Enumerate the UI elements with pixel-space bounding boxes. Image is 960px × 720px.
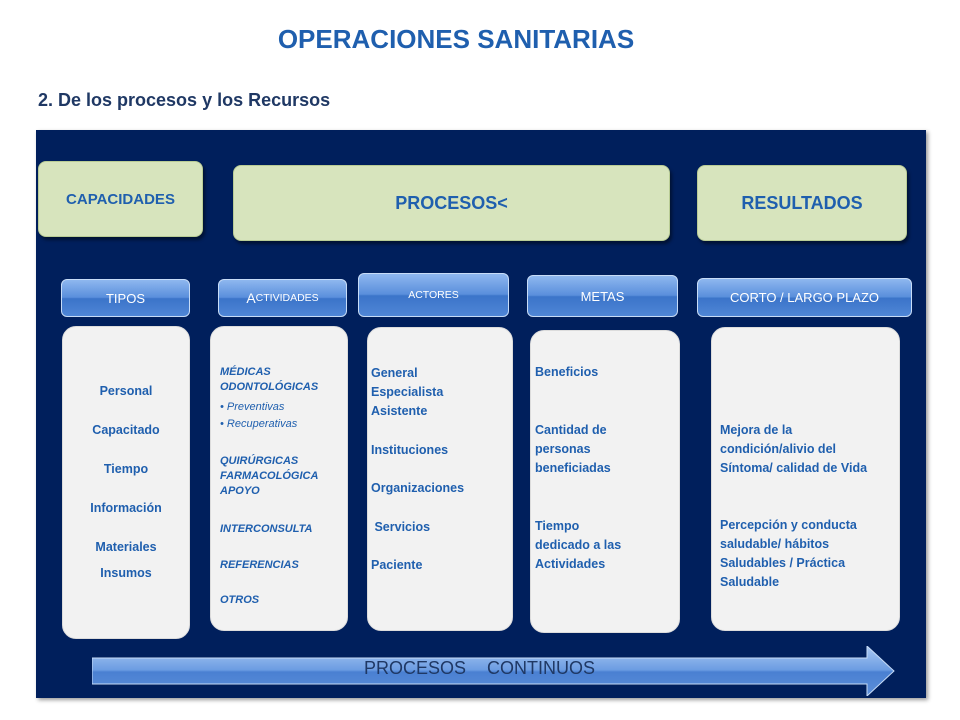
capacidades-box xyxy=(38,161,203,237)
card-line: Instituciones xyxy=(371,443,449,457)
card-line: condición/alivio del xyxy=(720,442,836,456)
tipos-pill xyxy=(61,279,190,317)
process-arrow-label xyxy=(92,658,867,679)
card-line: MÉDICAS xyxy=(220,366,271,378)
card-line: REFERENCIAS xyxy=(220,559,299,571)
card-line: beneficiadas xyxy=(535,461,611,475)
card-line: Organizaciones xyxy=(371,481,465,495)
card-line: • Preventivas xyxy=(220,401,285,413)
card-line: personas xyxy=(535,442,591,456)
procesos-label: PROCESOS< xyxy=(395,192,508,213)
page-title: OPERACIONES SANITARIAS xyxy=(277,24,635,54)
metas-pill-label: METAS xyxy=(580,288,625,304)
card-line: Percepción y conducta xyxy=(720,518,857,532)
card-line: Tiempo xyxy=(535,519,580,533)
card-line: dedicado a las xyxy=(535,538,622,552)
card-line: Paciente xyxy=(371,558,423,572)
card-line: Personal xyxy=(99,384,153,398)
plazo-pill xyxy=(697,278,912,317)
card-line: saludable/ hábitos xyxy=(720,537,830,551)
actividades-card xyxy=(210,326,348,631)
resultados-card xyxy=(711,327,900,631)
capacidades-label: CAPACIDADES xyxy=(66,190,175,208)
card-line: Insumos xyxy=(100,566,152,580)
actores-card xyxy=(367,327,513,631)
tipos-pill-label: TIPOS xyxy=(105,290,145,306)
card-line: Servicios xyxy=(371,520,431,534)
page-subtitle: 2. De los procesos y los Recursos xyxy=(38,90,331,110)
card-line: QUIRÚRGICAS xyxy=(220,455,299,467)
plazo-pill-label: CORTO / LARGO PLAZO xyxy=(729,290,880,305)
card-line: Tiempo xyxy=(103,462,149,476)
procesos-box xyxy=(233,165,670,241)
card-line: Síntoma/ calidad de Vida xyxy=(720,461,868,475)
card-line: APOYO xyxy=(220,485,260,497)
card-line: FARMACOLÓGICA xyxy=(220,470,319,482)
card-line: Actividades xyxy=(535,557,606,571)
card-line: Mejora de la xyxy=(720,423,793,437)
card-line: Materiales xyxy=(95,540,157,554)
card-line: Saludable xyxy=(720,575,780,589)
actividades-pill-initial: A xyxy=(246,290,256,306)
card-line: Saludables / Práctica xyxy=(720,556,846,570)
metas-pill xyxy=(527,275,678,317)
arrow-word-continuous: CONTINUOS xyxy=(487,658,596,678)
card-line: Asistente xyxy=(371,404,428,418)
card-line: General xyxy=(371,366,418,380)
card-line: OTROS xyxy=(220,594,260,606)
card-line: Especialista xyxy=(371,385,444,399)
actores-pill-label: ACTORES xyxy=(408,289,459,301)
actividades-pill-label: CTIVIDADES xyxy=(255,292,319,304)
card-line: Cantidad de xyxy=(535,423,607,437)
card-line: ODONTOLÓGICAS xyxy=(220,381,319,393)
arrow-word-processes: PROCESOS xyxy=(363,658,466,678)
card-line: Beneficios xyxy=(535,365,599,379)
actividades-pill xyxy=(218,279,347,317)
metas-card xyxy=(530,330,680,633)
card-line: Información xyxy=(90,501,162,515)
card-line: INTERCONSULTA xyxy=(220,523,313,535)
tipos-card xyxy=(62,326,190,639)
card-line: Capacitado xyxy=(92,423,160,437)
actores-pill xyxy=(358,273,509,317)
resultados-label: RESULTADOS xyxy=(741,192,863,213)
card-line: • Recuperativas xyxy=(220,418,298,430)
resultados-box xyxy=(697,165,907,241)
